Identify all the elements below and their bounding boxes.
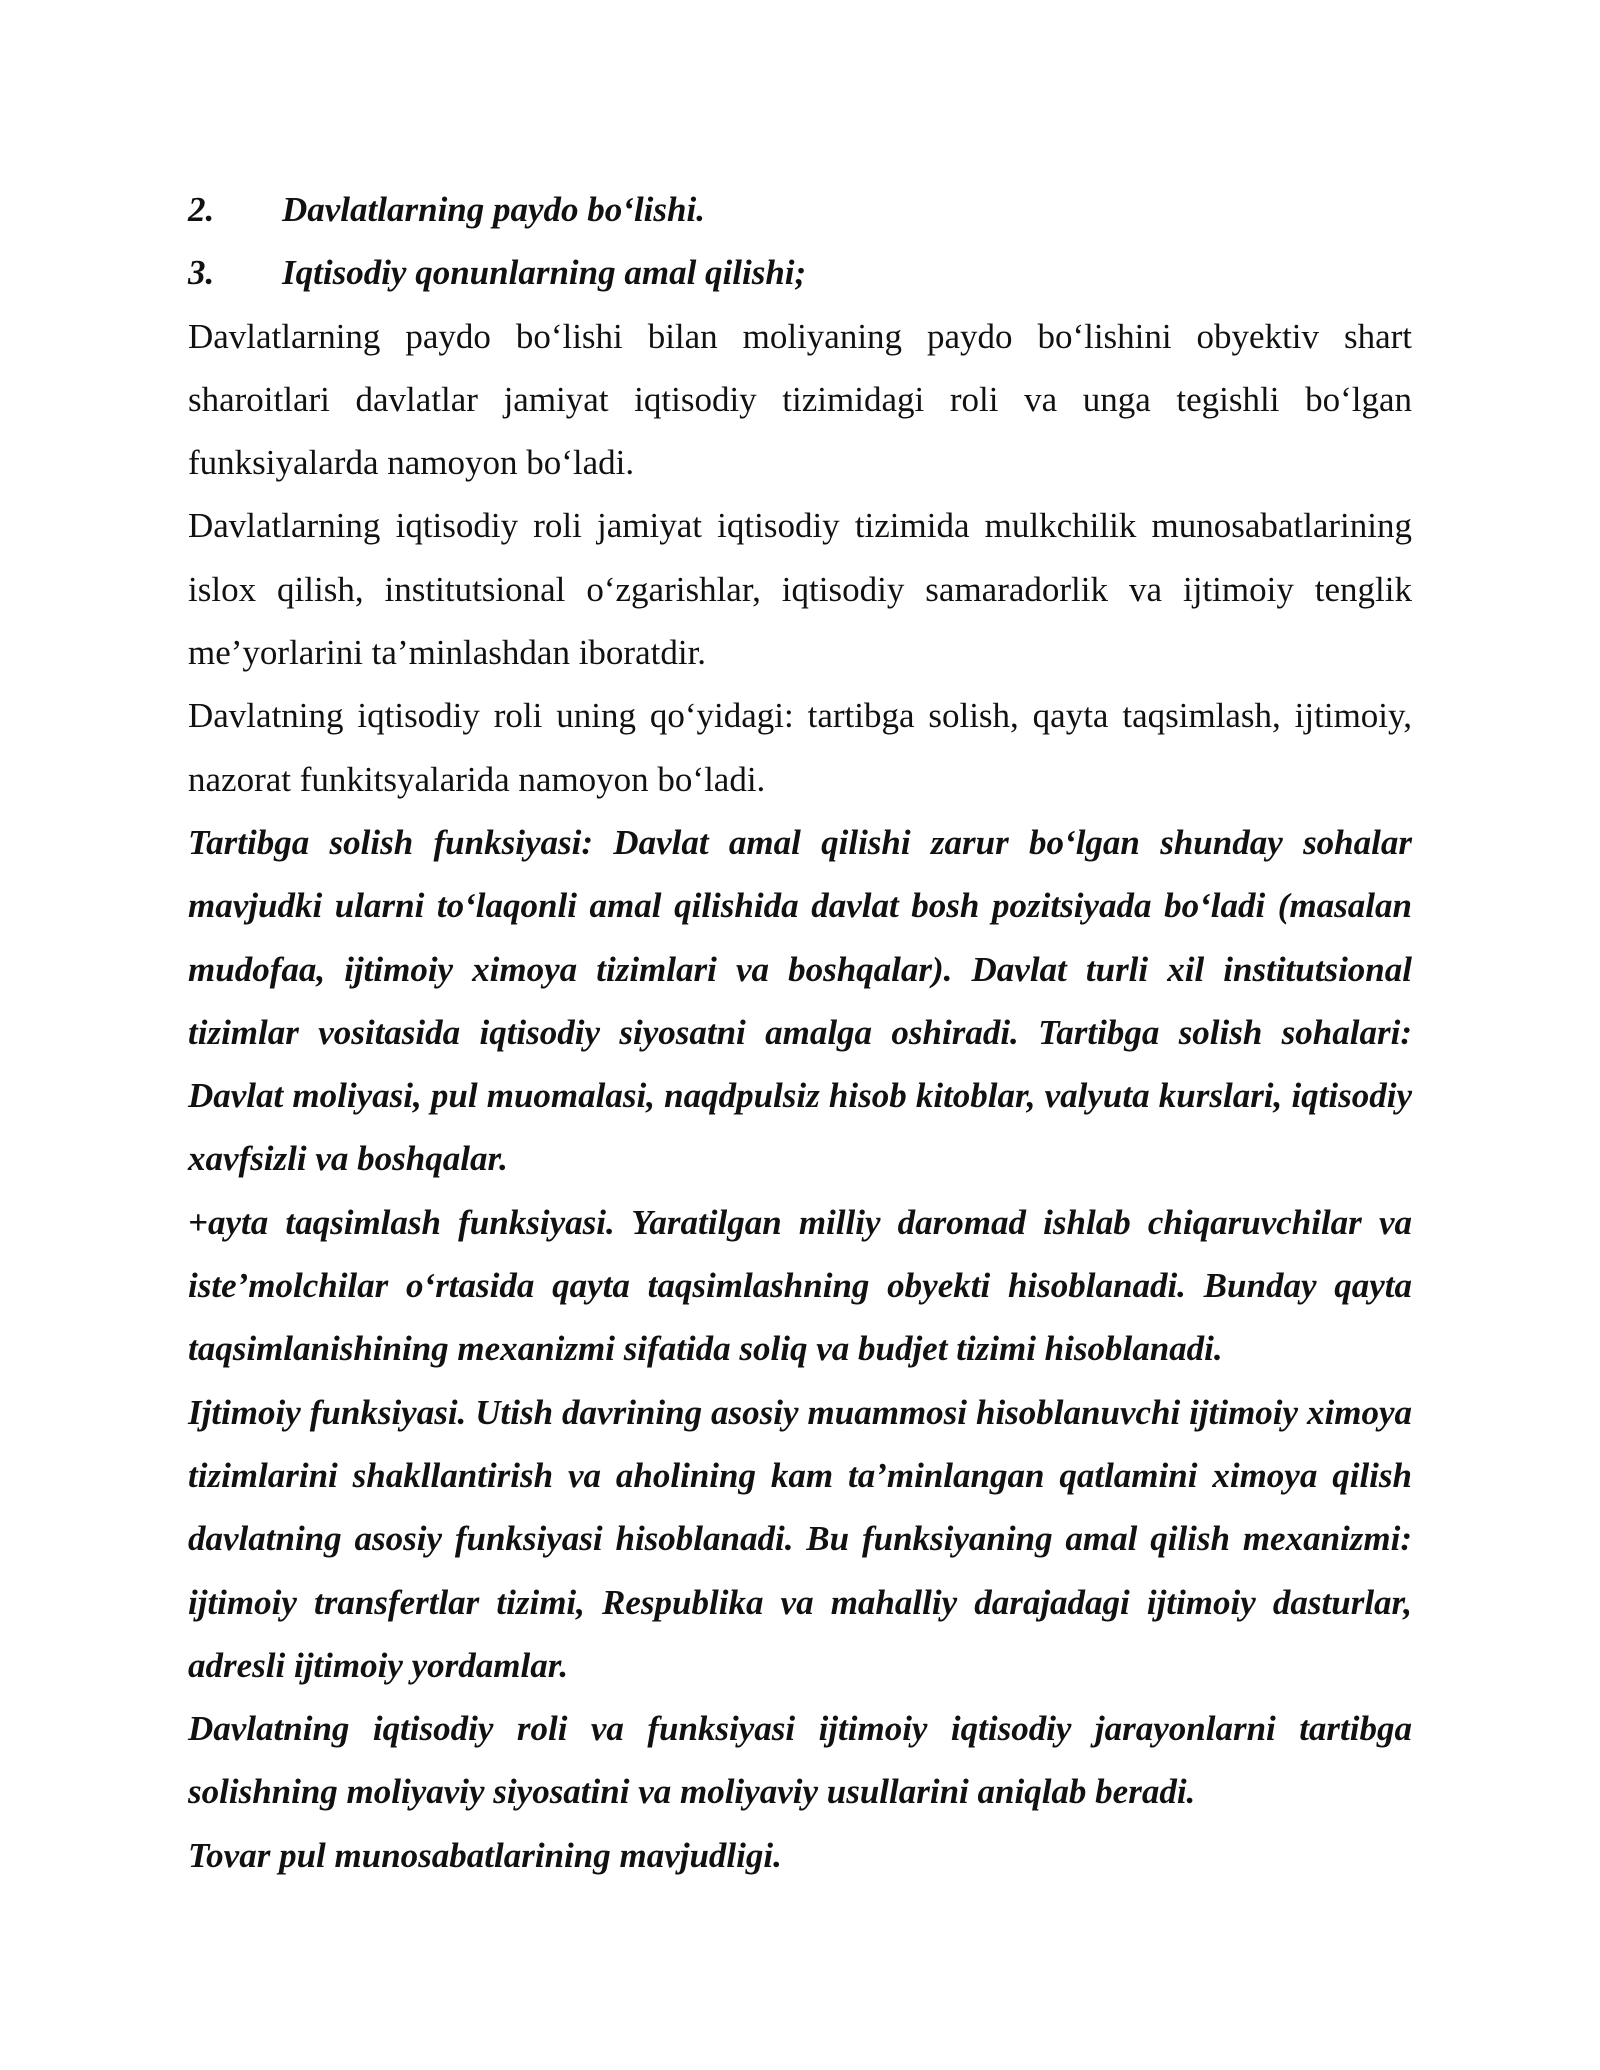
paragraph-commodity-money: Tovar pul munosabatlarining mavjudligi. xyxy=(188,1835,782,1875)
paragraph-origin-of-finance: Davlatlarning paydo bo‘lishi bilan moliyaning paydo bo‘lishini obyektiv shart sharoitlari davlatlar jamiyat iqtisodiy tizimidagi roli va unga tegishli bo‘lgan funksiyalarda namoyon bo‘ladi. xyxy=(188,316,1412,483)
list-item xyxy=(188,178,1412,241)
list-item xyxy=(188,241,1412,304)
paragraph-economic-role: Davlatlarning iqtisodiy roli jamiyat iqtisodiy tizimida mulkchilik munosabatlarining islox qilish, institutsional o‘zgarishlar, iqtisodiy samaradorlik va ijtimoiy tenglik me’yorlarini ta’minlashdan iboratdir. xyxy=(188,506,1412,673)
list-number: 3. xyxy=(188,253,215,293)
paragraph-social-function: Ijtimoiy funksiyasi. Utish davrining asosiy muammosi hisoblanuvchi ijtimoiy ximoya tizimlarini shakllantirish va aholining kam ta’minlangan qatlamini ximoya qilish davlatning asosiy funksiyasi hisoblanadi. Bu funksiyaning amal qilish mexanizmi: ijtimoiy transfertlar tizimi, Respublika va mahalliy darajadagi ijtimoiy dasturlar, adresli ijtimoiy yordamlar. xyxy=(188,1392,1412,1685)
list-number: 2. xyxy=(188,190,215,229)
paragraph-financial-policy: Davlatning iqtisodiy roli va funksiyasi ijtimoiy iqtisodiy jarayonlarni tartibga solishning moliyaviy siyosatini va moliyaviy usullarini aniqlab beradi. xyxy=(188,1709,1412,1812)
paragraph-redistribution-function: +ayta taqsimlash funksiyasi. Yaratilgan milliy daromad ishlab chiqaruvchilar va iste’molchilar o‘rtasida qayta taqsimlashning obyekti hisoblanadi. Bunday qayta taqsimlanishining mexanizmi sifatida soliq va budjet tizimi hisoblanadi. xyxy=(188,1202,1412,1369)
document-page xyxy=(188,178,1412,1887)
list-text: Davlatlarning paydo bo‘lishi. xyxy=(282,190,705,229)
paragraph-regulation-function: Tartibga solish funksiyasi: Davlat amal qilishi zarur bo‘lgan shunday sohalar mavjudki ularni to‘laqonli amal qilishida davlat bosh pozitsiyada bo‘ladi (masalan mudofaa, ijtimoiy ximoya tizimlari va boshqalar). Davlat turli xil institutsional tizimlar vositasida iqtisodiy siyosatni amalga oshiradi. Tartibga solish sohalari: Davlat moliyasi, pul muomalasi, naqdpulsiz hisob kitoblar, valyuta kurslari, iqtisodiy xavfsizli va boshqalar. xyxy=(188,822,1412,1179)
list-text: Iqtisodiy qonunlarning amal qilishi; xyxy=(282,253,807,293)
paragraph-state-functions: Davlatning iqtisodiy roli uning qo‘yidagi: tartibga solish, qayta taqsimlash, ijtimoiy, nazorat funkitsyalarida namoyon bo‘ladi. xyxy=(188,696,1412,799)
